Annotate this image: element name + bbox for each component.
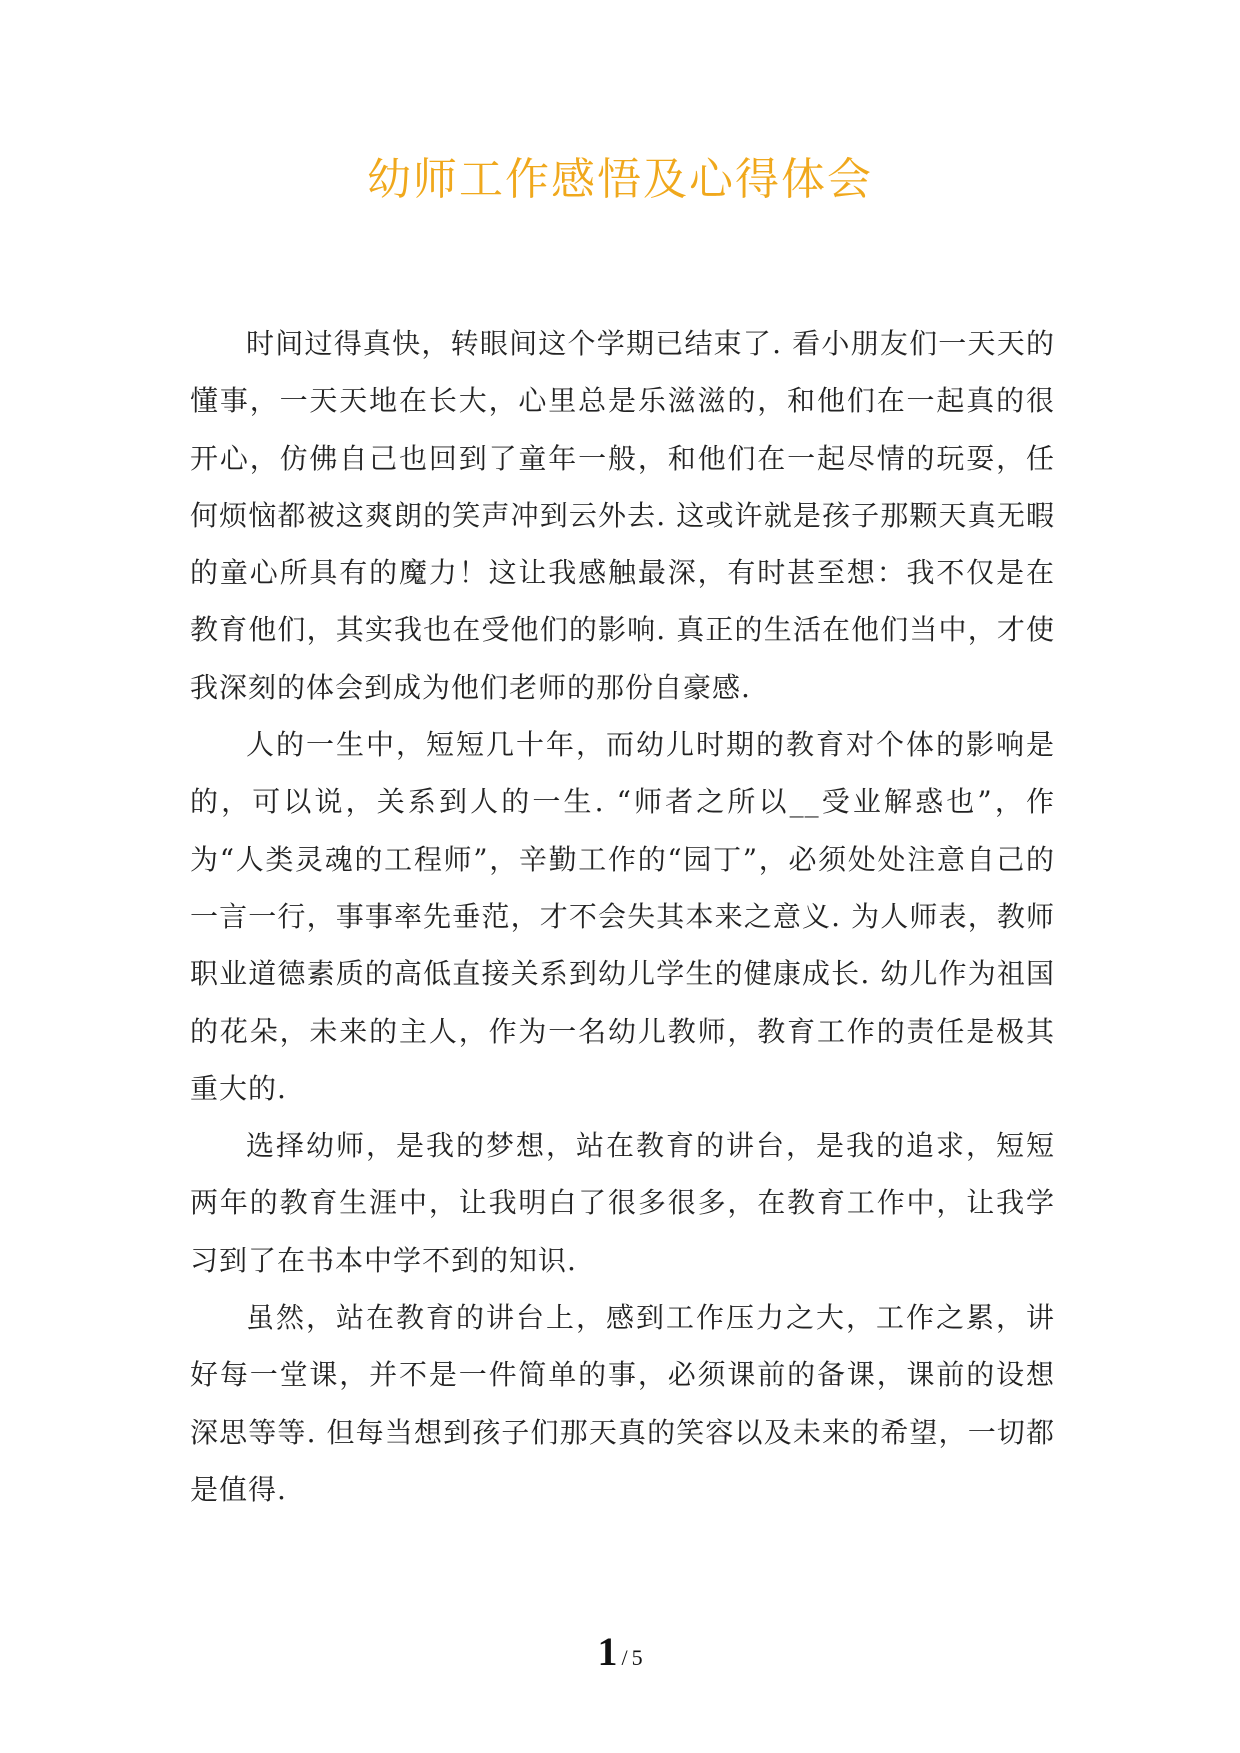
page-number-total: 5 bbox=[631, 1645, 643, 1670]
page-number-separator: / bbox=[621, 1645, 628, 1670]
paragraph-3: 选择幼师，是我的梦想，站在教育的讲台，是我的追求，短短两年的教育生涯中，让我明白了很多很多，在教育工作中，让我学习到了在书本中学不到的知识. bbox=[190, 1129, 1055, 1277]
page-number bbox=[0, 1628, 1240, 1675]
paragraph-2: 人的一生中，短短几十年，而幼儿时期的教育对个体的影响是的，可以说，关系到人的一生. “师者之所以__受业解惑也”，作为“人类灵魂的工程师”，辛勤工作的“园丁”，必须处处注意自己的一言一行，事事率先垂范，才不会失其本来之意义. 为人师表，教师职业道德素质的高低直接关系到幼儿学生的健康成长. 幼儿作为祖国的花朵，未来的主人，作为一名幼儿教师，教育工作的责任是极其重大的. bbox=[190, 728, 1055, 1105]
page-number-current: 1 bbox=[597, 1629, 618, 1674]
document-body bbox=[190, 315, 1055, 1518]
paragraph-4: 虽然，站在教育的讲台上，感到工作压力之大，工作之累，讲好每一堂课，并不是一件简单的事，必须课前的备课，课前的设想深思等等. 但每当想到孩子们那天真的笑容以及未来的希望，一切都是值得. bbox=[190, 1301, 1055, 1506]
document-title: 幼师工作感悟及心得体会 bbox=[367, 154, 873, 205]
paragraph-1: 时间过得真快，转眼间这个学期已结束了. 看小朋友们一天天的懂事，一天天地在长大，心里总是乐滋滋的，和他们在一起真的很开心，仿佛自己也回到了童年一般，和他们在一起尽情的玩耍，任何烦恼都被这爽朗的笑声冲到云外去. 这或许就是孩子那颗天真无暇的童心所具有的魔力！这让我感触最深，有时甚至想：我不仅是在教育他们，其实我也在受他们的影响. 真正的生活在他们当中，才使我深刻的体会到成为他们老师的那份自豪感. bbox=[190, 327, 1055, 704]
